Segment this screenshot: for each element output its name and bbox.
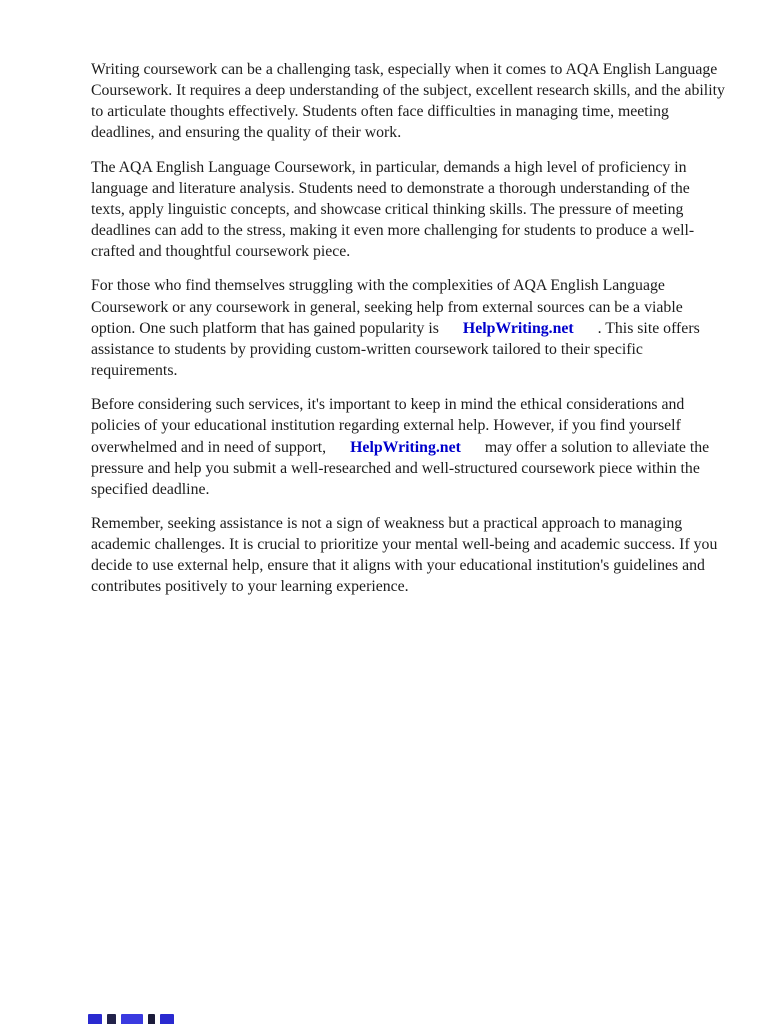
cutoff-fragment bbox=[148, 1014, 155, 1024]
paragraph-text: Remember, seeking assistance is not a sign of weakness but a practical approach to managing academic challenges. It is crucial to prioritize your mental well-being and academic success. If you decide to use external help, ensure that it aligns with your educational institution's guidelines and contributes positively to your learning experience. bbox=[91, 514, 718, 596]
paragraph-text: . This site offers assistance to students by providing custom-written coursework tailored to their specific requirements. bbox=[91, 319, 700, 380]
paragraph bbox=[91, 157, 725, 263]
helpwriting-link[interactable]: HelpWriting.net bbox=[462, 319, 574, 337]
document-body bbox=[91, 59, 725, 611]
cutoff-fragment bbox=[88, 1014, 102, 1024]
cutoff-fragment bbox=[107, 1014, 116, 1024]
paragraph-text: The AQA English Language Coursework, in particular, demands a high level of proficiency in language and literature analysis. Students need to demonstrate a thorough understanding of the texts, apply linguistic concepts, and showcase critical thinking skills. The pressure of meeting deadlines can add to the stress, making it even more challenging for students to produce a well-crafted and thoughtful coursework piece. bbox=[91, 158, 695, 261]
paragraph-text: Before considering such services, it's important to keep in mind the ethical considerations and policies of your educational institution regarding external help. However, if you find yourself overwhelmed and in need of support, bbox=[91, 396, 685, 456]
cutoff-next-page-content bbox=[88, 1014, 174, 1024]
paragraph bbox=[91, 513, 725, 598]
paragraph bbox=[91, 59, 725, 144]
helpwriting-link[interactable]: HelpWriting.net bbox=[350, 438, 461, 456]
cutoff-fragment bbox=[121, 1014, 143, 1024]
paragraph bbox=[91, 394, 725, 500]
paragraph-text: Writing coursework can be a challenging task, especially when it comes to AQA English Language Coursework. It requires a deep understanding of the subject, excellent research skills, and the ability to articulate thoughts effectively. Students often face difficulties in managing time, meeting deadlines, and ensuring the quality of their work. bbox=[91, 61, 725, 142]
paragraph-text: For those who find themselves struggling with the complexities of AQA English Language Coursework or any coursework in general, seeking help from external sources can be a viable option. One such platform that has gained popularity is bbox=[91, 277, 683, 337]
paragraph bbox=[91, 275, 725, 381]
cutoff-fragment bbox=[160, 1014, 174, 1024]
paragraph-text: may offer a solution to alleviate the pressure and help you submit a well-researched and well-structured coursework piece within the specified deadline. bbox=[91, 438, 710, 498]
